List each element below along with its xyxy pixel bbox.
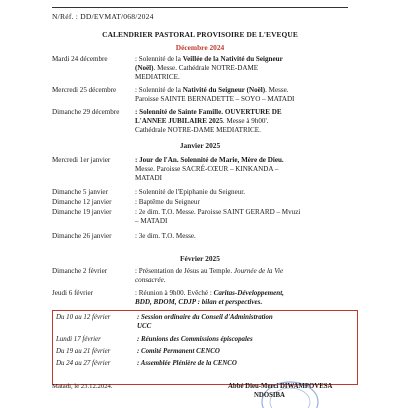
entry-description: : Solennité de l'Epiphanie du Seigneur. <box>135 188 246 196</box>
signatory-name-line1: Abbé Dieu-Merci DIWAMPOVESA <box>228 383 333 390</box>
entry-date: Mercredi 1er janvier <box>52 156 111 164</box>
month-heading-january: Janvier 2025 <box>179 141 221 150</box>
month-heading-december: Décembre 2024 <box>175 43 225 52</box>
meeting-date: Lundi 17 février <box>56 336 101 343</box>
signatory-name-line2: NDOSIBA <box>254 392 285 399</box>
entry-description: : Solennité de Sainte Famille. OUVERTURE DE L'ANNEE JUBILAIRE 2025. Messe à 9h00'. Cathédrale NOTRE-DAME MEDIATRICE. <box>135 108 282 134</box>
meeting-description: : Comité Permanent CENCO <box>137 348 220 355</box>
entry-description: : 2e dim. T.O. Messe. Paroisse SAINT GERARD – Mvuzi – MATADI <box>135 208 301 225</box>
entry-description: : Présentation de Jésus au Temple. Journée de la Vie consacrée. <box>135 267 284 284</box>
entry-description: : Jour de l'An. Solennité de Marie, Mère de Dieu. Messe. Paroisse SACRÉ-CŒUR – KINKANDA – MATADI <box>135 156 284 182</box>
entry-date: Dimanche 19 janvier <box>52 208 112 216</box>
month-heading-february: Février 2025 <box>180 254 220 263</box>
meeting-description: : Assemblée Plénière de la CENCO <box>137 360 237 367</box>
entry-date: Mercredi 25 décembre <box>52 86 117 94</box>
meeting-date: Du 10 au 12 février <box>56 314 111 321</box>
meeting-date: Du 24 au 27 février <box>56 360 111 367</box>
entry-date: Dimanche 2 février <box>52 267 108 275</box>
reference-number: N/Réf. : DD/EVMAT/068/2024 <box>52 12 154 21</box>
entry-date: Dimanche 12 janvier <box>52 198 112 206</box>
entry-description: : Solennité de la Veillée de la Nativité du Seigneur (Noël). Messe. Cathédrale NOTRE-DAME MEDIATRICE. <box>135 55 283 81</box>
entry-description: : 3e dim. T.O. Messe. <box>135 232 196 240</box>
entry-description: : Baptême du Seigneur <box>135 198 200 206</box>
meeting-date: Du 19 au 21 février <box>56 348 111 355</box>
entry-date: Dimanche 5 janvier <box>52 188 108 196</box>
meeting-description: : Réunions des Commissions épiscopales <box>137 336 253 343</box>
document-title: CALENDRIER PASTORAL PROVISOIRE DE L'EVEQUE <box>102 30 298 39</box>
entry-date: Dimanche 29 décembre <box>52 108 120 116</box>
entry-description: : Solennité de la Nativité du Seigneur (Noël). Messe. Paroisse SAINTE BERNADETTE – SOYO – MATADI <box>135 86 295 103</box>
meeting-description: : Session ordinaire du Conseil d'Administration UCC <box>137 314 273 330</box>
entry-date: Dimanche 26 janvier <box>52 232 112 240</box>
entry-date: Jeudi 6 février <box>52 289 93 297</box>
entry-description: : Réunion à 9h00. Evêché : Caritas-Développement, BDD, BDOM, CDJP : bilan et perspectives. <box>135 289 284 306</box>
entry-date: Mardi 24 décembre <box>52 55 108 63</box>
place-and-date: Matadi, le 23.12.2024. <box>52 383 113 390</box>
signature-block <box>228 382 378 400</box>
top-divider <box>52 7 348 8</box>
